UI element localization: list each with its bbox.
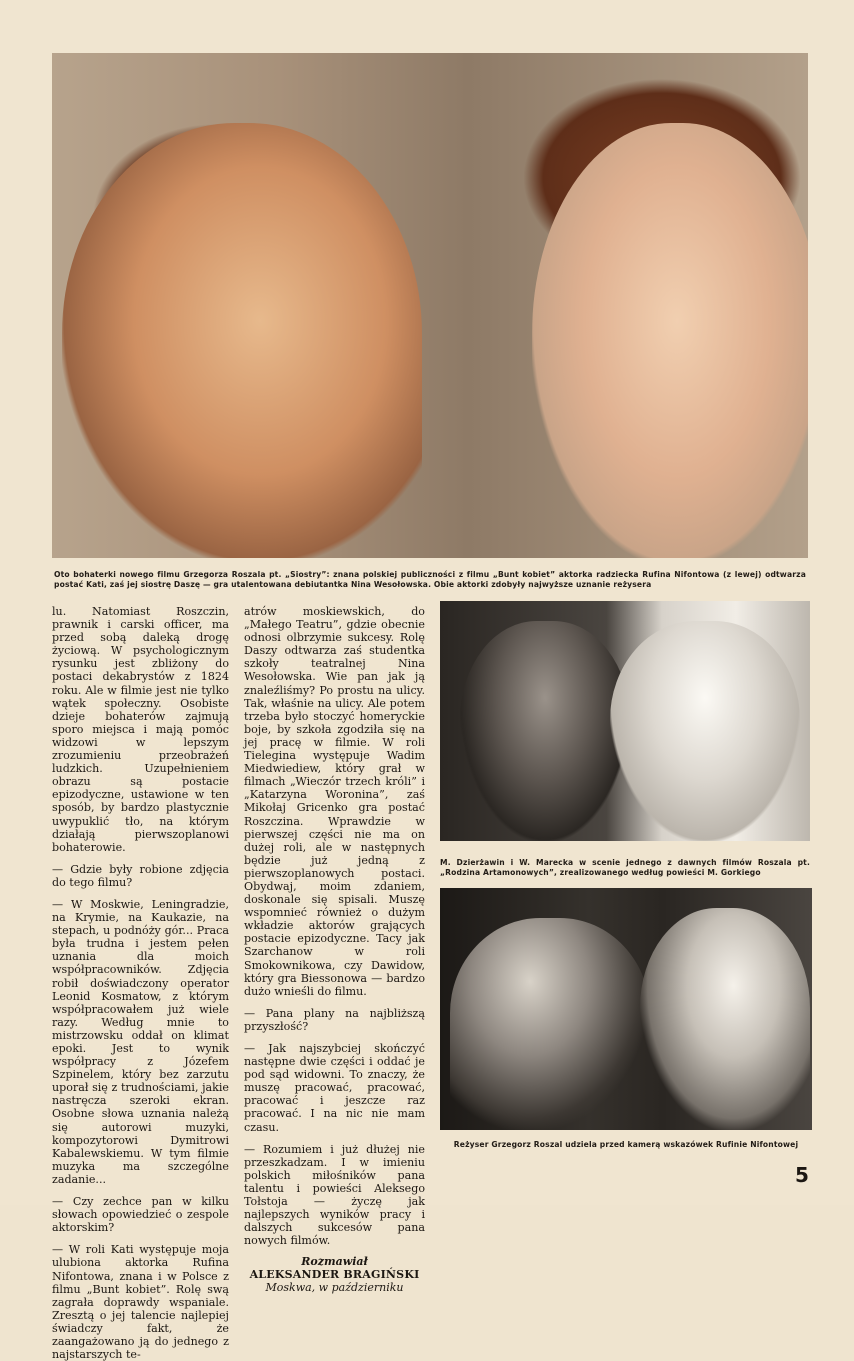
byline-place: Moskwa, w październiku xyxy=(265,1281,404,1295)
actor-figure xyxy=(460,621,630,841)
actress-figure xyxy=(640,908,810,1130)
katia-figure xyxy=(62,123,422,558)
byline-lead: Rozmawiał xyxy=(301,1255,368,1269)
middle-photo-caption: M. Dzierżawin i W. Marecka w scenie jednego z dawnych filmów Roszala pt. „Rodzina Artamonowych”, zrealizowanego według powieści M. Gorkiego xyxy=(440,858,810,877)
paragraph: — W roli Kati występuje moja ulubiona aktorka Rufina Nifontowa, znana i w Polsce z filmu „Bunt kobiet”. Rolę swą zagrała doprawdy wspaniale. Zresztą o jej talencie najlepiej świadczy fakt, że zaangażowano ją do jednego z najstarszych te- xyxy=(52,1243,229,1361)
article-column-1 xyxy=(52,605,229,1361)
article-column-2 xyxy=(244,605,425,1294)
bride-figure xyxy=(610,621,800,841)
top-photo-caption: Oto bohaterki nowego filmu Grzegorza Roszala pt. „Siostry”: znana polskiej publiczności z filmu „Bunt kobiet” aktorka radziecka Rufina Nifontowa (z lewej) odtwarza postać Kati, zaś jej siostrę Daszę — gra utalentowana debiutantka Nina Wesołowska. Obie aktorki zdobyły najwyższe uznanie reżysera xyxy=(54,570,806,589)
interview-question: — Czy zechce pan w kilku słowach opowiedzieć o zespole aktorskim? xyxy=(52,1195,229,1235)
paragraph: — W Moskwie, Leningradzie, na Krymie, na Kaukazie, na stepach, u podnóży gór... Praca była trudna i jestem pełen uznania dla moich współpracowników. Zdjęcia robił doświadczony operator Leonid Kosmatow, z którym współpracowałem już wiele razy. Według mnie to mistrzowsku oddał on klimat epoki. Jest to wynik współpracy z Józefem Szpinelem, który bez zarzutu uporał się z trudnościami, jakie nastręcza szeroki ekran. Osobne słowa uznania należą się autorowi muzyki, kompozytorowi Dymitrowi Kabalewskiemu. W tym filmie muzyka ma szczególne zadanie... xyxy=(52,897,229,1186)
byline-author: ALEKSANDER BRAGIŃSKI xyxy=(249,1268,420,1282)
director-on-set-photo xyxy=(440,888,812,1130)
artamonov-family-photo xyxy=(440,601,810,841)
paragraph: — Rozumiem i już dłużej nie przeszkadzam. I w imieniu polskich miłośników pana talentu i powieści Aleksego Tołstoja — życzę jak najlepszych wyników pracy i dalszych sukcesów pana nowych filmów. xyxy=(244,1142,425,1248)
paragraph: atrów moskiewskich, do „Małego Teatru”, gdzie obecnie odnosi olbrzymie sukcesy. Rolę Daszy odtwarza zaś studentka szkoły teatralnej Nina Wesołowska. Wie pan jak ją znaleźliśmy? Po prostu na ulicy. Tak, właśnie na ulicy. Ale potem trzeba było stoczyć homeryckie boje, by szkoła zgodziła się na jej pracę w filmie. W roli Tielegina występuje Wadim Miedwiediew, który grał w filmach „Wieczór trzech króli” i „Katarzyna Woronina”, zaś Mikołaj Gricenko gra postać Roszczina. Wprawdzie w pierwszej części nie ma on dużej roli, ale w następnych będzie już jedną z pierwszoplanowych postaci. Obydwaj, moim zdaniem, doskonale się spisali. Muszę wspomnieć również o dużym wkładzie aktorów grających postacie epizodyczne. Tacy jak Szarchanow w roli Smokownikowa, czy Dawidow, który gra Biessonowa — bardzo dużo wnieśli do filmu. xyxy=(244,605,425,998)
director-figure xyxy=(450,918,650,1130)
byline xyxy=(244,1255,425,1294)
bottom-photo-caption: Reżyser Grzegorz Roszal udziela przed kamerą wskazówek Rufinie Nifontowej xyxy=(453,1140,799,1149)
sisters-film-photo xyxy=(52,53,808,558)
interview-question: — Pana plany na najbliższą przyszłość? xyxy=(244,1006,425,1033)
paragraph: lu. Natomiast Roszczin, prawnik i carski officer, ma przed sobą daleką drogę życiową. W psychologicznym rysunku jest zbliżony do postaci dekabrystów z 1824 roku. Ale w filmie jest nie tylko wątek społeczny. Osobiste dzieje bohaterów zajmują sporo miejsca i mają pomóc widzowi w lepszym zrozumieniu przeobrażeń ludzkich. Uzupełnieniem obrazu są postacie epizodyczne, ustawione w ten sposób, by bardzo plastycznie uwypuklić tło, na którym działają pierwszoplanowi bohaterowie. xyxy=(52,605,229,854)
paragraph: — Jak najszybciej skończyć następne dwie części i oddać je pod sąd widowni. To znaczy, że muszę pracować, pracować, pracować i jeszcze raz pracować. I na nic nie mam czasu. xyxy=(244,1042,425,1134)
page-number: 5 xyxy=(795,1163,809,1187)
interview-question: — Gdzie były robione zdjęcia do tego filmu? xyxy=(52,862,229,889)
dasha-figure xyxy=(532,123,808,558)
